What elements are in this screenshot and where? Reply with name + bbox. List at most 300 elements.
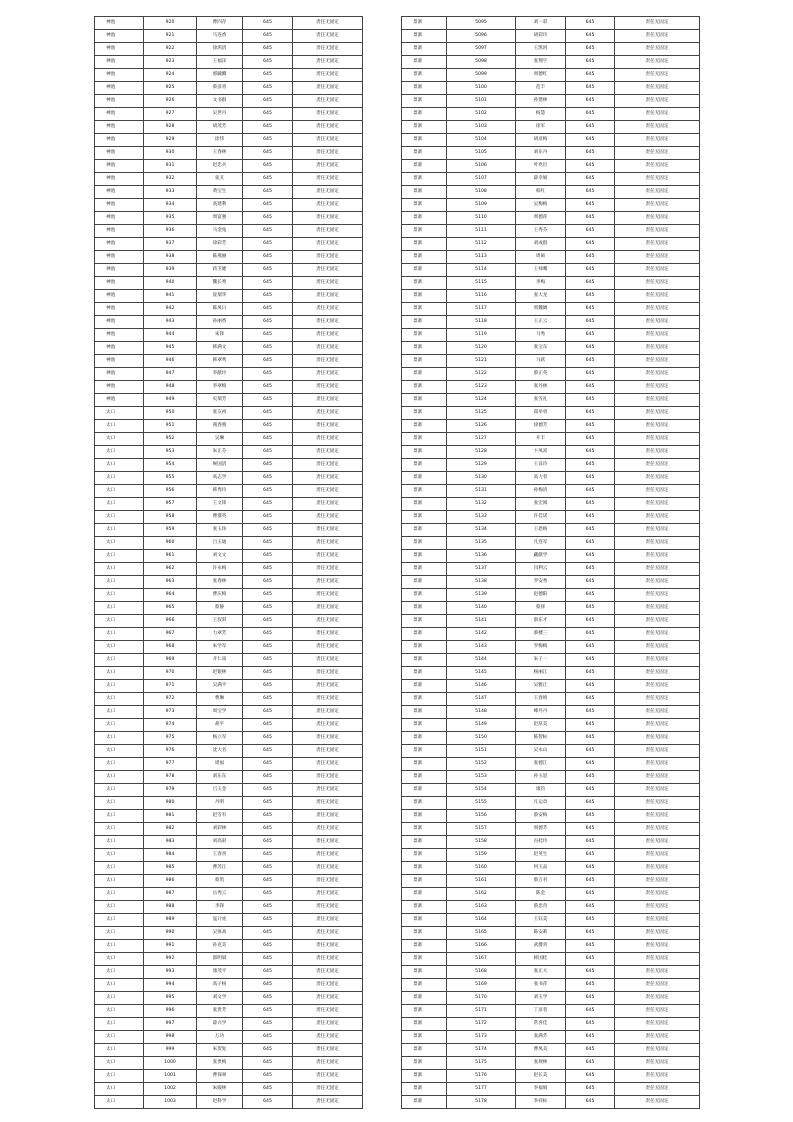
serial-number-cell: 952 [144, 433, 197, 446]
serial-number-cell: 956 [144, 485, 197, 498]
name-cell: 康钧 [516, 784, 566, 797]
table-row [95, 875, 363, 888]
region-cell: 神池 [95, 290, 144, 303]
serial-number-cell: 5156 [447, 810, 516, 823]
amount-cell: 645 [243, 82, 293, 95]
category-cell: 责任无固定 [293, 82, 363, 95]
category-cell: 责任无固定 [293, 654, 363, 667]
region-cell: 太口 [95, 810, 144, 823]
serial-number-cell: 927 [144, 108, 197, 121]
name-cell: 周魏阔 [516, 303, 566, 316]
region-cell: 景寨 [402, 368, 447, 381]
table-row [402, 160, 700, 173]
amount-cell: 645 [243, 732, 293, 745]
category-cell: 责任无固定 [615, 758, 700, 771]
amount-cell: 645 [243, 927, 293, 940]
region-cell: 神池 [95, 303, 144, 316]
region-cell: 景寨 [402, 979, 447, 992]
category-cell: 责任无固定 [293, 784, 363, 797]
name-cell: 李翠梅 [197, 381, 243, 394]
table-row [402, 901, 700, 914]
serial-number-cell: 963 [144, 576, 197, 589]
table-row [95, 147, 363, 160]
region-cell: 神池 [95, 43, 144, 56]
region-cell: 景寨 [402, 875, 447, 888]
amount-cell: 645 [243, 160, 293, 173]
category-cell: 责任无固定 [615, 875, 700, 888]
amount-cell: 645 [566, 342, 615, 355]
amount-cell: 645 [243, 368, 293, 381]
serial-number-cell: 5143 [447, 641, 516, 654]
category-cell: 责任无固定 [615, 147, 700, 160]
table-row [402, 810, 700, 823]
amount-cell: 645 [243, 303, 293, 316]
table-row [95, 836, 363, 849]
amount-cell: 645 [566, 654, 615, 667]
serial-number-cell: 5161 [447, 875, 516, 888]
region-cell: 太口 [95, 1005, 144, 1018]
serial-number-cell: 5102 [447, 108, 516, 121]
category-cell: 责任无固定 [293, 537, 363, 550]
name-cell: 刘玉学 [516, 992, 566, 1005]
name-cell: 王文锋 [197, 498, 243, 511]
serial-number-cell: 945 [144, 342, 197, 355]
table-row [402, 706, 700, 719]
serial-number-cell: 5096 [447, 30, 516, 43]
name-cell: 张正大 [516, 966, 566, 979]
region-cell: 神池 [95, 394, 144, 407]
amount-cell: 645 [566, 121, 615, 134]
serial-number-cell: 992 [144, 953, 197, 966]
name-cell: 力翠芳 [197, 628, 243, 641]
table-row [95, 979, 363, 992]
region-cell: 景寨 [402, 732, 447, 745]
name-cell: 刘彩林 [197, 823, 243, 836]
region-cell: 景寨 [402, 888, 447, 901]
serial-number-cell: 5108 [447, 186, 516, 199]
region-cell: 太口 [95, 940, 144, 953]
category-cell: 责任无固定 [615, 745, 700, 758]
name-cell: 孙丽香 [197, 316, 243, 329]
name-cell: 杨立军 [197, 732, 243, 745]
serial-number-cell: 984 [144, 849, 197, 862]
category-cell: 责任无固定 [293, 719, 363, 732]
table-row [95, 121, 363, 134]
amount-cell: 645 [243, 56, 293, 69]
category-cell: 责任无固定 [293, 69, 363, 82]
amount-cell: 645 [243, 979, 293, 992]
amount-cell: 645 [243, 251, 293, 264]
category-cell: 责任无固定 [615, 498, 700, 511]
region-cell: 神池 [95, 160, 144, 173]
name-cell: 陈智标 [516, 732, 566, 745]
amount-cell: 645 [566, 511, 615, 524]
name-cell: 吴满平 [197, 680, 243, 693]
name-cell: 张宏闻 [516, 498, 566, 511]
category-cell: 责任无固定 [293, 394, 363, 407]
amount-cell: 645 [566, 108, 615, 121]
serial-number-cell: 943 [144, 316, 197, 329]
category-cell: 责任无固定 [293, 927, 363, 940]
category-cell: 责任无固定 [615, 1018, 700, 1031]
amount-cell: 645 [566, 147, 615, 160]
region-cell: 神池 [95, 199, 144, 212]
amount-cell: 645 [566, 979, 615, 992]
table-row [95, 1096, 363, 1109]
category-cell: 责任无固定 [615, 992, 700, 1005]
serial-number-cell: 934 [144, 199, 197, 212]
region-cell: 太口 [95, 1083, 144, 1096]
serial-number-cell: 5120 [447, 342, 516, 355]
region-cell: 景寨 [402, 69, 447, 82]
table-row [402, 238, 700, 251]
name-cell: 魏长秀 [197, 277, 243, 290]
region-cell: 景寨 [402, 264, 447, 277]
category-cell: 责任无固定 [615, 719, 700, 732]
serial-number-cell: 5164 [447, 914, 516, 927]
amount-cell: 645 [243, 758, 293, 771]
amount-cell: 645 [243, 277, 293, 290]
category-cell: 责任无固定 [615, 329, 700, 342]
table-row [402, 173, 700, 186]
category-cell: 责任无固定 [293, 212, 363, 225]
table-row [402, 225, 700, 238]
region-cell: 太口 [95, 823, 144, 836]
amount-cell: 645 [566, 43, 615, 56]
category-cell: 责任无固定 [293, 56, 363, 69]
amount-cell: 645 [566, 485, 615, 498]
amount-cell: 645 [243, 849, 293, 862]
serial-number-cell: 5121 [447, 355, 516, 368]
name-cell: 王春林 [197, 147, 243, 160]
region-cell: 景寨 [402, 1083, 447, 1096]
serial-number-cell: 962 [144, 563, 197, 576]
serial-number-cell: 5097 [447, 43, 516, 56]
amount-cell: 645 [566, 95, 615, 108]
serial-number-cell: 5154 [447, 784, 516, 797]
amount-cell: 645 [243, 394, 293, 407]
amount-cell: 645 [243, 537, 293, 550]
serial-number-cell: 5158 [447, 836, 516, 849]
name-cell: 张满芳 [516, 1031, 566, 1044]
name-cell: 赵忠兵 [197, 160, 243, 173]
table-row [95, 420, 363, 433]
amount-cell: 645 [243, 173, 293, 186]
region-cell: 太口 [95, 992, 144, 1005]
region-cell: 太口 [95, 511, 144, 524]
region-cell: 景寨 [402, 823, 447, 836]
name-cell: 郑举勇 [516, 407, 566, 420]
amount-cell: 645 [566, 472, 615, 485]
category-cell: 责任无固定 [293, 953, 363, 966]
table-row [95, 225, 363, 238]
name-cell: 刘东丹 [516, 147, 566, 160]
serial-number-cell: 929 [144, 134, 197, 147]
category-cell: 责任无固定 [615, 524, 700, 537]
region-cell: 景寨 [402, 706, 447, 719]
region-cell: 景寨 [402, 56, 447, 69]
amount-cell: 645 [243, 628, 293, 641]
name-cell: 许永梅 [197, 563, 243, 576]
serial-number-cell: 953 [144, 446, 197, 459]
table-row [95, 927, 363, 940]
name-cell: 蔡东才 [516, 615, 566, 628]
serial-number-cell: 5132 [447, 498, 516, 511]
table-row [402, 17, 700, 30]
category-cell: 责任无固定 [615, 667, 700, 680]
table-row [95, 95, 363, 108]
name-cell: 陈燕丽 [197, 251, 243, 264]
amount-cell: 645 [566, 30, 615, 43]
region-cell: 景寨 [402, 615, 447, 628]
serial-number-cell: 5171 [447, 1005, 516, 1018]
name-cell: 马金兔 [197, 225, 243, 238]
amount-cell: 645 [243, 1031, 293, 1044]
table-row [95, 1005, 363, 1018]
name-cell: 胡茂芳 [197, 121, 243, 134]
table-row [95, 277, 363, 290]
serial-number-cell: 5148 [447, 706, 516, 719]
region-cell: 太口 [95, 927, 144, 940]
category-cell: 责任无固定 [615, 810, 700, 823]
table-row [402, 1057, 700, 1070]
name-cell: 刘成群 [516, 238, 566, 251]
name-cell: 许佳诺 [516, 511, 566, 524]
table-row [402, 602, 700, 615]
serial-number-cell: 998 [144, 1031, 197, 1044]
region-cell: 太口 [95, 797, 144, 810]
amount-cell: 645 [243, 459, 293, 472]
table-row [95, 758, 363, 771]
region-cell: 神池 [95, 329, 144, 342]
amount-cell: 645 [243, 901, 293, 914]
name-cell: 王恩梅 [516, 524, 566, 537]
name-cell: 丁彦者 [516, 1005, 566, 1018]
category-cell: 责任无固定 [615, 680, 700, 693]
amount-cell: 645 [566, 914, 615, 927]
region-cell: 景寨 [402, 420, 447, 433]
serial-number-cell: 980 [144, 797, 197, 810]
table-row [402, 342, 700, 355]
table-row [402, 576, 700, 589]
name-cell: 高建利 [197, 199, 243, 212]
table-row [95, 186, 363, 199]
category-cell: 责任无固定 [293, 225, 363, 238]
region-cell: 神池 [95, 121, 144, 134]
serial-number-cell: 922 [144, 43, 197, 56]
region-cell: 景寨 [402, 303, 447, 316]
name-cell: 蔡万君 [516, 875, 566, 888]
serial-number-cell: 5151 [447, 745, 516, 758]
amount-cell: 645 [566, 732, 615, 745]
name-cell: 张友初 [197, 407, 243, 420]
amount-cell: 645 [566, 667, 615, 680]
name-cell: 李福娟 [516, 1083, 566, 1096]
table-row [402, 940, 700, 953]
region-cell: 景寨 [402, 82, 447, 95]
region-cell: 太口 [95, 732, 144, 745]
amount-cell: 645 [566, 264, 615, 277]
region-cell: 神池 [95, 225, 144, 238]
table-row [95, 706, 363, 719]
name-cell: 蔡驿 [516, 602, 566, 615]
region-cell: 景寨 [402, 667, 447, 680]
amount-cell: 645 [566, 706, 615, 719]
name-cell: 张贵芳 [197, 1005, 243, 1018]
region-cell: 太口 [95, 680, 144, 693]
amount-cell: 645 [566, 576, 615, 589]
region-cell: 景寨 [402, 524, 447, 537]
amount-cell: 645 [566, 355, 615, 368]
amount-cell: 645 [243, 264, 293, 277]
name-cell: 藏献学 [516, 550, 566, 563]
serial-number-cell: 5155 [447, 797, 516, 810]
serial-number-cell: 5101 [447, 95, 516, 108]
amount-cell: 645 [243, 485, 293, 498]
table-row [95, 199, 363, 212]
name-cell: 张规林 [516, 1057, 566, 1070]
table-row [402, 420, 700, 433]
serial-number-cell: 5146 [447, 680, 516, 693]
serial-number-cell: 972 [144, 693, 197, 706]
amount-cell: 645 [566, 303, 615, 316]
name-cell: 庞瑞华 [197, 290, 243, 303]
category-cell: 责任无固定 [615, 693, 700, 706]
region-cell: 神池 [95, 17, 144, 30]
name-cell: 高志学 [197, 472, 243, 485]
category-cell: 责任无固定 [293, 43, 363, 56]
table-row [95, 589, 363, 602]
name-cell: 曹四存 [197, 17, 243, 30]
region-cell: 景寨 [402, 446, 447, 459]
region-cell: 景寨 [402, 160, 447, 173]
amount-cell: 645 [566, 992, 615, 1005]
region-cell: 景寨 [402, 550, 447, 563]
table-row [95, 56, 363, 69]
table-row [402, 953, 700, 966]
serial-number-cell: 5149 [447, 719, 516, 732]
serial-number-cell: 988 [144, 901, 197, 914]
serial-number-cell: 5144 [447, 654, 516, 667]
name-cell: 孙克美 [197, 940, 243, 953]
table-row [402, 394, 700, 407]
region-cell: 神池 [95, 212, 144, 225]
name-cell: 李梅 [516, 277, 566, 290]
amount-cell: 645 [566, 901, 615, 914]
name-cell: 周福 [197, 758, 243, 771]
category-cell: 责任无固定 [293, 563, 363, 576]
category-cell: 责任无固定 [293, 1057, 363, 1070]
table-row [402, 875, 700, 888]
serial-number-cell: 5098 [447, 56, 516, 69]
name-cell: 凡运章 [516, 797, 566, 810]
serial-number-cell: 982 [144, 823, 197, 836]
region-cell: 景寨 [402, 849, 447, 862]
serial-number-cell: 997 [144, 1018, 197, 1031]
table-row [95, 69, 363, 82]
category-cell: 责任无固定 [293, 511, 363, 524]
region-cell: 景寨 [402, 719, 447, 732]
region-cell: 景寨 [402, 537, 447, 550]
region-cell: 神池 [95, 342, 144, 355]
table-row [402, 30, 700, 43]
name-cell: 商春燕 [197, 420, 243, 433]
serial-number-cell: 5139 [447, 589, 516, 602]
name-cell: 凡连军 [516, 537, 566, 550]
table-row [402, 732, 700, 745]
table-row [402, 290, 700, 303]
serial-number-cell: 5103 [447, 121, 516, 134]
amount-cell: 645 [566, 1070, 615, 1083]
name-cell: 韩满文 [197, 342, 243, 355]
serial-number-cell: 5100 [447, 82, 516, 95]
table-row [95, 1018, 363, 1031]
amount-cell: 645 [243, 524, 293, 537]
name-cell: 黄宝生 [197, 186, 243, 199]
serial-number-cell: 5178 [447, 1096, 516, 1109]
category-cell: 责任无固定 [293, 290, 363, 303]
category-cell: 责任无固定 [615, 1096, 700, 1109]
amount-cell: 645 [566, 784, 615, 797]
category-cell: 责任无固定 [615, 1031, 700, 1044]
amount-cell: 645 [243, 693, 293, 706]
category-cell: 责任无固定 [615, 355, 700, 368]
amount-cell: 645 [566, 1057, 615, 1070]
region-cell: 神池 [95, 95, 144, 108]
serial-number-cell: 5118 [447, 316, 516, 329]
serial-number-cell: 971 [144, 680, 197, 693]
category-cell: 责任无固定 [293, 589, 363, 602]
category-cell: 责任无固定 [293, 745, 363, 758]
amount-cell: 645 [243, 1018, 293, 1031]
table-row [95, 563, 363, 576]
table-row [402, 446, 700, 459]
name-cell: 曹琳 [197, 693, 243, 706]
region-cell: 景寨 [402, 498, 447, 511]
serial-number-cell: 5117 [447, 303, 516, 316]
category-cell: 责任无固定 [293, 758, 363, 771]
name-cell: 吴雅江 [516, 680, 566, 693]
table-row [402, 914, 700, 927]
serial-number-cell: 5165 [447, 927, 516, 940]
serial-number-cell: 5163 [447, 901, 516, 914]
serial-number-cell: 920 [144, 17, 197, 30]
amount-cell: 645 [566, 69, 615, 82]
name-cell: 刘一彩 [516, 17, 566, 30]
category-cell: 责任无固定 [615, 602, 700, 615]
serial-number-cell: 5106 [447, 160, 516, 173]
records-table-right [401, 16, 700, 1109]
amount-cell: 645 [566, 407, 615, 420]
name-cell: 吕玉通 [197, 537, 243, 550]
region-cell: 景寨 [402, 693, 447, 706]
name-cell: 朱正芬 [197, 446, 243, 459]
region-cell: 太口 [95, 407, 144, 420]
region-cell: 景寨 [402, 589, 447, 602]
region-cell: 神池 [95, 173, 144, 186]
table-row [95, 693, 363, 706]
category-cell: 责任无固定 [293, 628, 363, 641]
amount-cell: 645 [243, 966, 293, 979]
category-cell: 责任无固定 [293, 173, 363, 186]
category-cell: 责任无固定 [293, 316, 363, 329]
table-row [95, 238, 363, 251]
serial-number-cell: 969 [144, 654, 197, 667]
table-row [402, 251, 700, 264]
serial-number-cell: 5138 [447, 576, 516, 589]
serial-number-cell: 5116 [447, 290, 516, 303]
serial-number-cell: 958 [144, 511, 197, 524]
